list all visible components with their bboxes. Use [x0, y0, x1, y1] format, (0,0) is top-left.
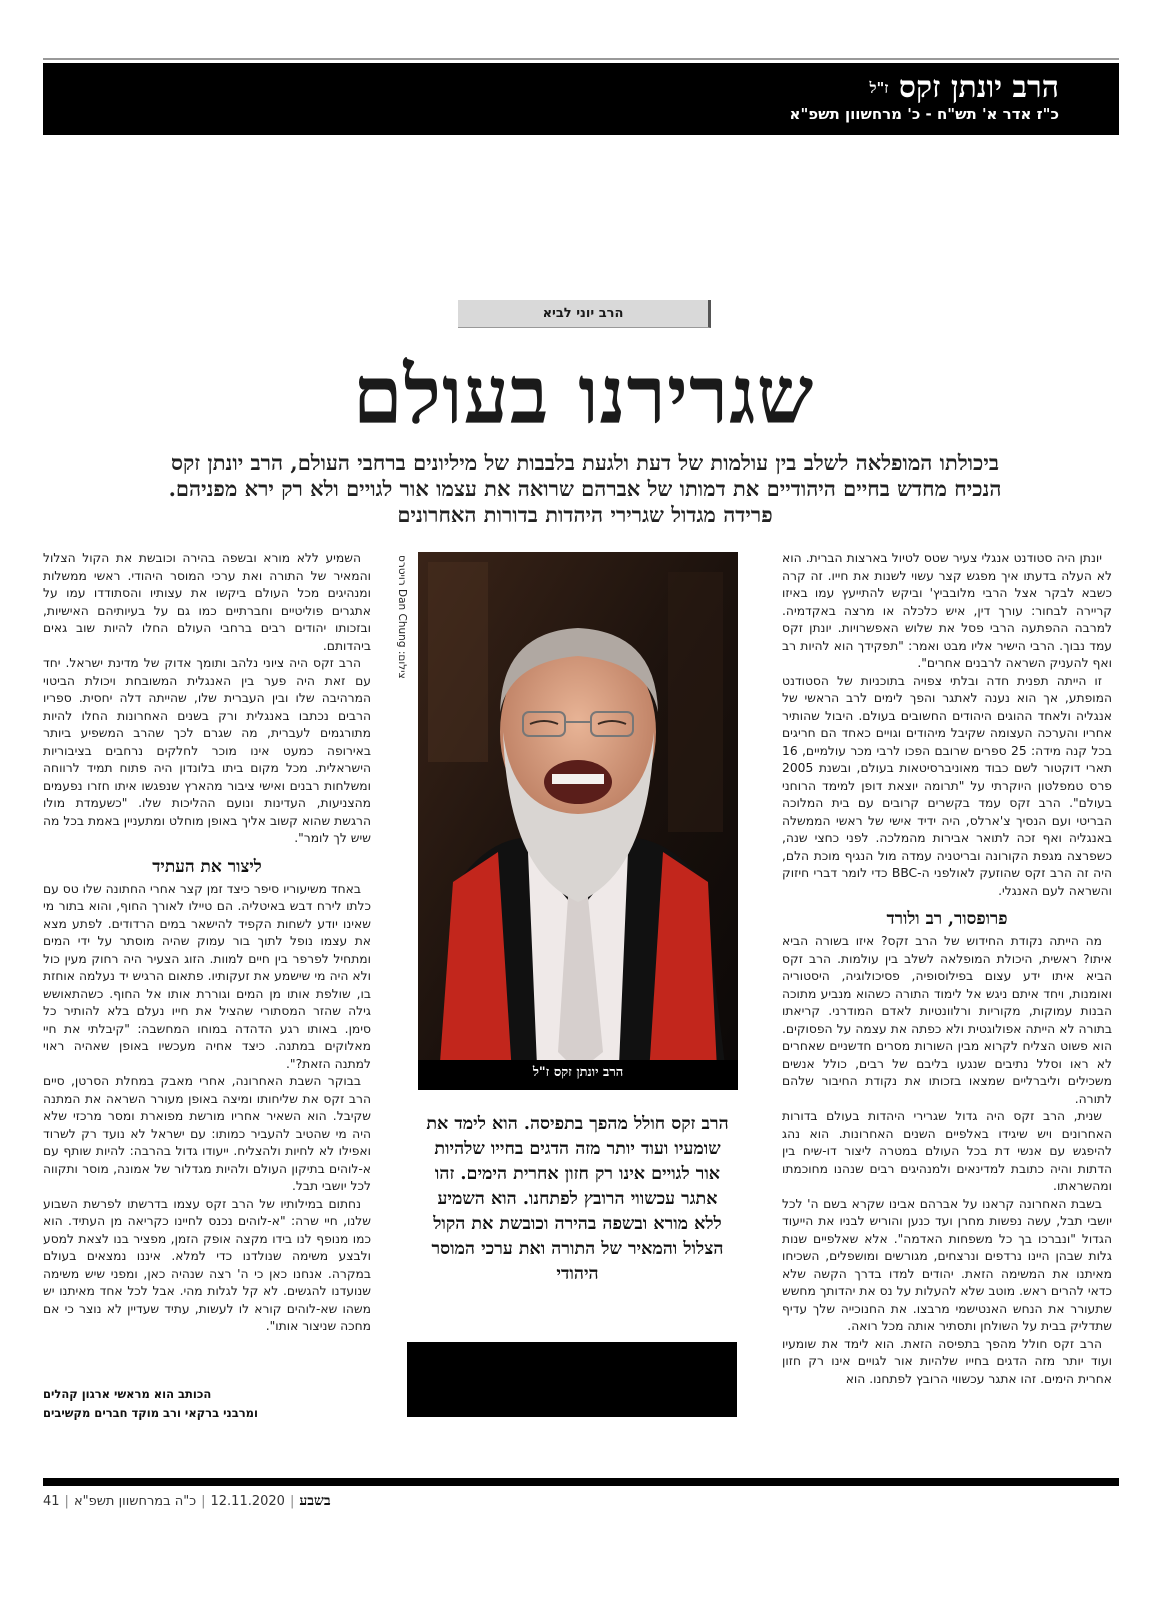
portrait-photo [418, 552, 738, 1090]
section-title: ליצור את העתיד [152, 856, 262, 877]
author-byline: הרב יוני לביא [458, 300, 711, 328]
author-bio-line: הכותב הוא מראשי ארגון קהלים [43, 1387, 212, 1401]
headline: שגרירנו בעולם [352, 348, 815, 442]
author-bio [43, 1385, 373, 1423]
paragraph: בבוקר השבת האחרונה, אחרי מאבק במחלת הסרטן, סיים הרב זקס את שליחותו ומיצה באופן מעורר השראה את המתנה שקיבל. הוא השאיר אחריו מורשת מפוארת ומסר מרכזי שלא היה מי שהטיב להעביר כמותו: עם ישראל לא נועד רק לשרוד ואפילו לא לחיות ולהצליח. ייעודו גדול בהרבה: להיות שותף עם א-לוהים בתיקון העולם ולהיות מגדלור של אמונה, מוסר ותקווה לכל יושבי תבל. [43, 1074, 371, 1193]
page-footer: 41 | בשבע|12.11.2020|כ"ה במרחשוון תשפ"א [43, 1493, 331, 1509]
author-bio-line: ומרבני ברקאי ורב מוקד חברים מקשיבים [43, 1406, 258, 1420]
section-title: פרופסור, רב ולורד [886, 909, 1008, 929]
honorific: ז"ל [869, 79, 889, 97]
article-column-left [43, 550, 371, 1365]
banner-title: הרב יונתן זקס $^{ז"ל}$ [869, 70, 1059, 105]
paragraph: באחד משיעוריו סיפר כיצד זמן קצר אחרי החתונה שלו טס עם כלתו לירח דבש באיטליה. הם טיילו לאורך החוף, והוא בתור מי שאינו יודע לשחות הקפיד להישאר במים הרדודים. לפתע מצא את עצמו נופל לתוך בור עמוק שהיה מוסתר על ידי המים ומתחיל לפרפר בין חיים למוות. הזוג הצעיר היה רחוק מעין כול ולא היה מי שישמע את זעקותיו. פתאום הרגיש יד נעלמה אוחזת בו, שולפת אותו מן המים וגוררת אותו אל החוף. כשהתאושש גילה שהזר המסתורי שהציל את חייו נעלם בלא להותיר כל סימן. באותו רגע הדהדה במוחו המחשבה: "קיבלתי את חיי מאלוקים במתנה. כיצד אחיה מעכשיו באופן שאהיה ראוי למתנה הזאת?". [43, 881, 371, 1071]
paragraph: השמיע ללא מורא ובשפה בהירה וכובשת את הקול הצלול והמאיר של התורה ואת ערכי המוסר היהודי. ראשי ממשלות ומנהיגים מכל העולם ביקשו את עצותיו והסתודדו עמו על אתגרים פוליטיים וחברתיים כמו גם על בעיותיהם האישיות, ובזכותו יהודים רבים ברחבי העולם החלו להיות שוב גאים ביהדותם. [43, 551, 371, 653]
footer-date: 12.11.2020 [210, 1494, 285, 1509]
memorial-banner [43, 63, 1119, 135]
top-rule [43, 58, 1119, 60]
paragraph: זו הייתה תפנית חדה ובלתי צפויה בתוכניות של הסטודנט המופתע, אך הוא נענה לאתגר והפך לימים לרב הראשי של אנגליה ולאחד ההוגים היהודים החשובים בעולם. היבול שהותיר אחריו והערכה העצומה שקיבל מיהודים וגויים כאחד הם חריגים בכל קנה מידה: 25 ספרים שרובם הפכו לרבי מכר עולמיים, 16 תארי דוקטור לשם כבוד מאוניברסיטאות בעולם, ובשנת 2005 פרס טמפלטון היוקרתי על "תרומה יוצאת דופן למימד הרוחני בעולם". הרב זקס עמד בקשרים קרובים עם בית המלוכה הבריטי ועם הנסיך צ'ארלס, היה ידיד אישי של ראשי הממשלה באנגליה ואף זכה לתואר אבירות מהמלכה. לפני כחצי שנה, כשפרצה מגפת הקורונה ובריטניה עמדה מול הנגיף מוכת הלם, היה זה הרב זקס שהוזעק לאולפני ה-BBC כדי לומר דברי חיזוק והשראה לעם האנגלי. [782, 673, 1112, 898]
paragraph: מה הייתה נקודת החידוש של הרב זקס? איזו בשורה הביא איתו? ראשית, היכולת המופלאה לשלב בין עולמות. הרב זקס הביא איתו ידע עצום בפילוסופיה, פסיכולוגיה, היסטוריה ואומנות, ויחד איתם ניגש אל לימוד התורה כשהוא מנביע מתוכה הבנות עמוקות, מקוריות ורלוונטיות לאדם המודרני. קריאתו בתורה לא הייתה אפולוגטית ולא כפתה את עצמה על הפסוקים. הוא פשוט הצליח לקרוא מבין השורות מסרים חדשניים שאחרים לא ראו וסלל נתיבים שנגעו בליבם של רבים, כולל אנשים משכילים וליברליים שמצאו בזכותו את נקודת החיבור שלהם לתורה. [782, 934, 1112, 1106]
subheadline: ביכולתו המופלאה לשלב בין עולמות של דעת ולגעת בלבבות של מיליונים ברחבי העולם, הרב יונתן זקס הנכיח מחדש בחיים היהודיים את דמותו של אברהם שרואה את עצמו אור לגויים ולא רק ירא מפניהם. פרידה מגדול שגרירי היהדות בדורות האחרונים [168, 450, 1002, 527]
paragraph: הרב זקס היה ציוני נלהב ותומך אדוק של מדינת ישראל. יחד עם זאת היה פער בין האנגלית המשובחת ויכולת הביטוי המרהיבה שלו ובין העברית שלו, שהייתה דלה יחסית. ספריו הרבים נכתבו באנגלית ורק בשנים האחרונות החלו להיות מתורגמים לעברית, מה שגרם לכך שהרב המשפיע ביותר באירופה כמעט אינו מוכר לחלקים נרחבים בציבוריות הישראלית. מכל מקום ביתו בלונדון היה פתוח תמיד לרווחה ומשלחות רבנים ואישי ציבור מהארץ שנפגשו איתו חזרו נפעמים מהצניעות, העדינות ונועם ההליכות שלו. "כשעמדת מולו הרגשת שהוא קשוב אליך באופן מוחלט ומתעניין באמת בכל מה שיש לך לומר". [43, 656, 371, 845]
paragraph: נחתום במילותיו של הרב זקס עצמו בדרשתו לפרשת השבוע שלנו, חיי שרה: "א-לוהים נכנס לחיינו כקריאה מן העתיד. הוא כמו מנופף לנו בידו מקצה אופק הזמן, מפציר בנו לצאת למסע ולבצע משימה שנולדנו כדי למלא. איננו נמצאים בעולם במקרה. אנחנו כאן כי ה' רצה שנהיה כאן, ומפני שיש משימה שנועדנו להגשים. לא קל לגלות מהי. אבל לכל אחד מאיתנו יש משהו שא-לוהים קורא לו לעשות, עתיד שעדיין לא נוצר כי אם מחכה שניצור אותו". [43, 1196, 371, 1333]
page-number: 41 [43, 1494, 60, 1509]
photo-credit: צילום: Dan Chung רויטרס [396, 555, 408, 679]
footer-hebrew-date: כ"ה במרחשוון תשפ"א [73, 1494, 197, 1509]
black-block [407, 1342, 737, 1417]
footer-rule [43, 1478, 1119, 1486]
photo-caption: הרב יונתן זקס ז"ל [418, 1060, 738, 1090]
paragraph: יונתן היה סטודנט אנגלי צעיר שטס לטיול בארצות הברית. הוא לא העלה בדעתו איך מפגש קצר עשוי לשנות את חייו. זה קרה כשבא לבקר אצל הרבי מלובביץ' וביקש להתייעץ עמו באיזו קריירה לבחור: עורך דין, איש כלכלה או מרצה באקדמיה. למרבה ההפתעה הרבי פסל את שלוש האפשרויות. יונתן זקס עמד נבוך. הרבי הישיר אליו מבט ואמר: "תפקידך הוא להיות רב ואף להעניק השראה לרבנים אחרים". [782, 551, 1112, 670]
paragraph: הרב זקס חולל מהפך בתפיסה הזאת. הוא לימד את שומעיו ועוד יותר מזה הדגים בחייו שלהיות אור לגויים אינו רק חזון אחרית הימים. זהו אתגר עכשווי הרובץ לפתחנו. הוא [782, 1336, 1112, 1386]
pull-quote: הרב זקס חולל מהפך בתפיסה. הוא לימד את שומעיו ועוד יותר מזה הדגים בחייו שלהיות אור לגויים אינו רק חזון אחרית הימים. זהו אתגר עכשווי הרובץ לפתחנו. הוא השמיע ללא מורא ובשפה בהירה וכובשת את הקול הצלול והמאיר של התורה ואת ערכי המוסר היהודי [426, 1114, 729, 1284]
paragraph: בשבת האחרונה קראנו על אברהם אבינו שקרא בשם ה' לכל יושבי תבל, עשה נפשות מחרן ועד כנען והוריש לבניו את הייעוד הגדול "ונברכו בך כל משפחות האדמה". אלא שאלפיים שנות גלות שבהן היינו נרדפים ונרצחים, מגורשים ומושפלים, השכיחו מאיתנו את המשימה הזאת. יהודים למדו בדרך הקשה שלא כדאי להרים ראש. מוטב שלא להעלות על נס את יהדותך מחשש שתעורר את הנחש האנטישמי מרבצו. את החנוכייה שלך עדיף שתדליק בבית על השולחן ותסתיר אותה מכל רואה. [782, 1196, 1112, 1333]
paragraph: שנית, הרב זקס היה גדול שגרירי היהדות בעולם בדורות האחרונים ויש שיגידו באלפיים השנים האחרונות. הוא נהג להיפגש עם אנשי דת בכל העולם במטרה ליצור דו-שיח בין הדתות והיה כתובת למדינאים ולמנהיגים רבים שנהנו מחוכמתו ומהשראתו. [782, 1109, 1112, 1193]
portrait-illustration [418, 552, 738, 1090]
magazine-name: בשבע [299, 1493, 331, 1509]
article-column-right [782, 550, 1112, 1430]
banner-dates: כ"ז אדר א' תש"ח - כ' מרחשוון תשפ"א [789, 105, 1059, 123]
